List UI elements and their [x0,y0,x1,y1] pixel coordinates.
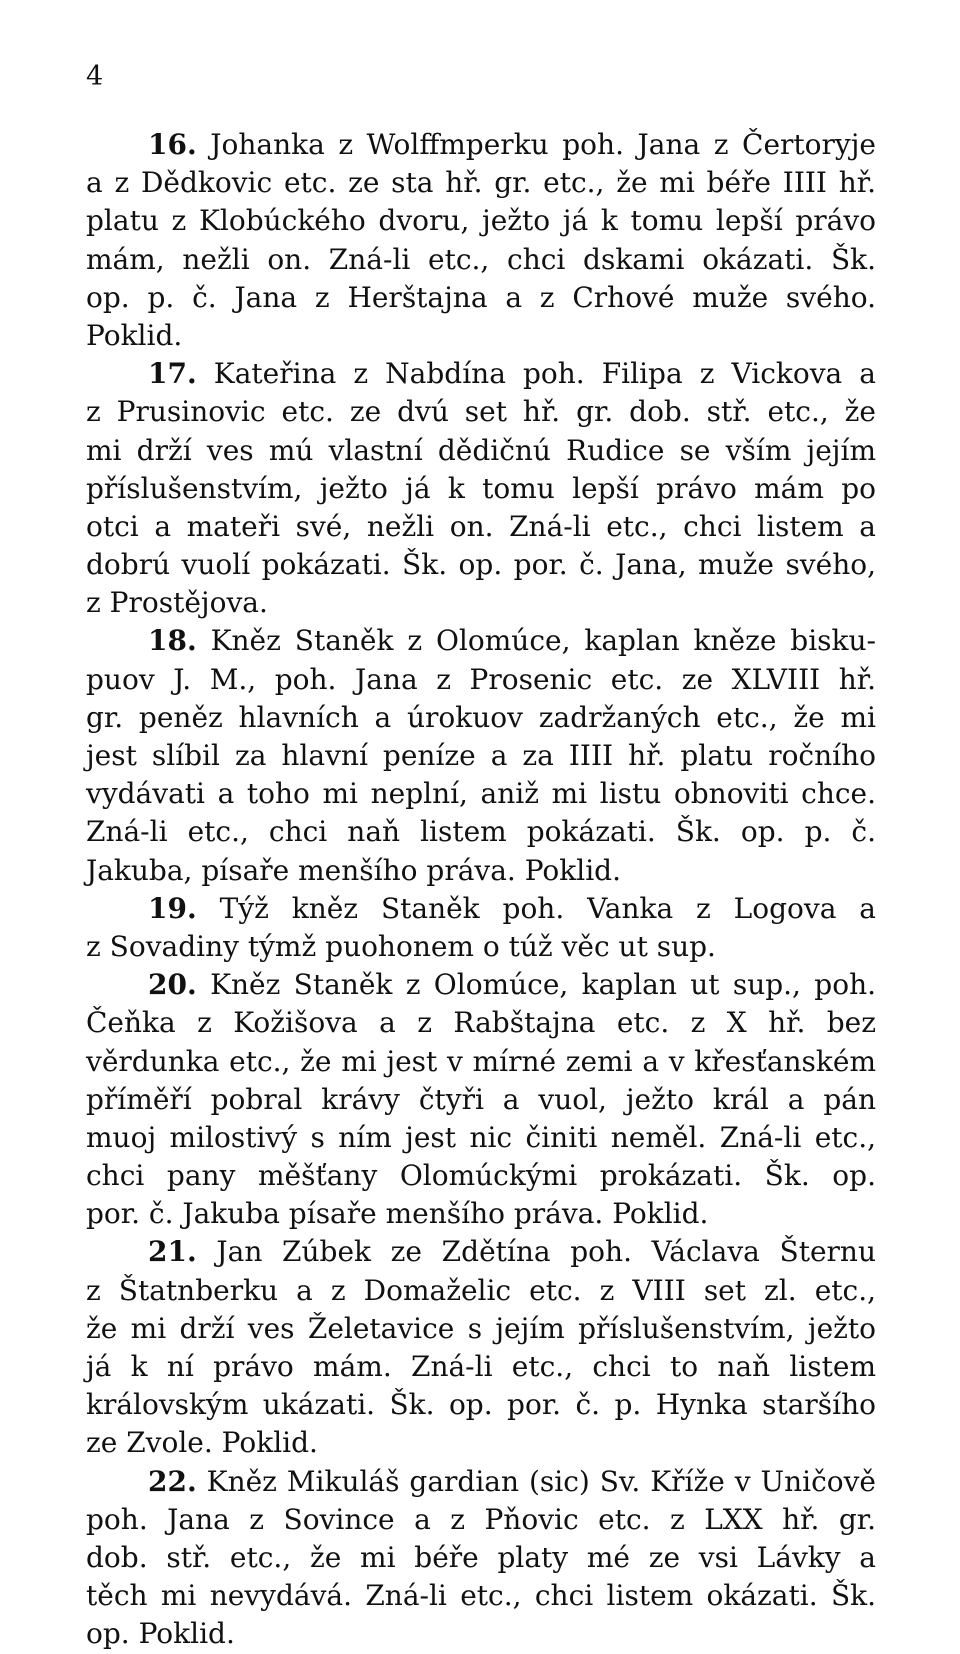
entry-line-text: já k ní právo mám. Zná-li etc., chci to naň listem [86,1350,876,1383]
entry-line [86,546,876,584]
entry-line [86,1424,876,1462]
entry-line-text: Kněz Staněk z Olomúce, kaplan kněze bisku- [210,624,876,658]
entry-line [86,852,876,890]
entry-number: 22. [148,1464,197,1498]
entry-line [86,508,876,546]
entry-line [86,1386,876,1424]
entry-line [86,1539,876,1577]
entry-line-text: por. č. Jakuba písaře menšího práva. Poklid. [86,1197,709,1231]
entry-first-line [86,890,876,928]
entry-line-text: královským ukázati. Šk. op. por. č. p. Hynka staršího [86,1388,876,1422]
entry-line-text: že mi drží ves Želetavice s jejím příslušenstvím, ježto [86,1311,876,1345]
entry-line [86,1043,876,1081]
entry-line [86,1119,876,1157]
entry-first-line [86,1463,876,1501]
entry-line-text: mám, nežli on. Zná-li etc., chci dskami okázati. Šk. [86,242,876,276]
entry-line-text: vydávati a toho mi neplní, aniž mi listu obnoviti chce. [86,777,876,811]
entry-line-text: Kněz Mikuláš gardian (sic) Sv. Kříže v Uničově [206,1464,877,1498]
entry-line-text: poh. Jana z Sovince a z Pňovic etc. z LXX hř. gr. [86,1502,876,1536]
entry-line-text: puov J. M., poh. Jana z Prosenic etc. ze XLVIII hř. [86,662,876,696]
entry-line-text: chci pany měšťany Olomúckými prokázati. Šk. op. [86,1159,876,1193]
entry-line [86,1195,876,1233]
entry-line [86,813,876,851]
entry-line [86,317,876,355]
entry-line-text: ze Zvole. Poklid. [86,1426,318,1460]
entry-first-line [86,126,876,164]
entry-line [86,1157,876,1195]
entry-line-text: Jan Zúbek ze Zdětína poh. Václava Šternu [216,1235,876,1269]
entry-line-text: těch mi nevydává. Zná-li etc., chci listem okázati. Šk. [86,1579,876,1613]
entry-number: 19. [148,891,197,925]
entry-line-text: op. p. č. Jana z Herštajna a z Crhové muže svého. [86,280,876,314]
entry-line-text: z Sovadiny týmž puohonem o túž věc ut sup. [86,929,716,963]
entry-number: 17. [148,357,197,391]
entry-line [86,241,876,279]
entry-line [86,1272,876,1310]
entry-line-text: z Štatnberku a z Domaželic etc. z VIII set zl. etc., [86,1273,876,1307]
entry-first-line [86,355,876,393]
entry-line-text: Zná-li etc., chci naň listem pokázati. Šk. op. p. č. [86,815,876,849]
entry-number: 21. [148,1235,197,1269]
entry-line-text: platu z Klobúckého dvoru, ježto já k tomu lepší právo [86,204,876,238]
entry-line [86,737,876,775]
entry-line-text: Poklid. [86,318,183,352]
page-number: 4 [86,61,104,92]
entry-line-text: z Prusinovic etc. ze dvú set hř. gr. dob. stř. etc., že [86,395,876,429]
entry-line [86,699,876,737]
entry-line [86,202,876,240]
entry-line [86,1081,876,1119]
entry-line-text: dobrú vuolí pokázati. Šk. op. por. č. Jana, muže svého, [86,548,876,582]
entry-line-text: příslušenstvím, ježto já k tomu lepší právo mám po [86,471,876,505]
entry-line-text: z Prostějova. [86,586,268,620]
document-body [86,126,876,1654]
entry-line [86,1615,876,1653]
entry-number: 20. [148,968,197,1002]
entry-line [86,393,876,431]
entry-line-text: věrdunka etc., že mi jest v mírné zemi a v křesťanském [86,1044,876,1078]
entry-line [86,1310,876,1348]
entry-first-line [86,966,876,1004]
entry-line-text: muoj milostivý s ním jest nic činiti neměl. Zná-li etc., [86,1120,876,1154]
entry-number: 16. [148,128,197,161]
entry-line-text: Kněz Staněk z Olomúce, kaplan ut sup., poh. [210,968,877,1002]
entry-line-text: Čeňka z Kožišova a z Rabštajna etc. z X hř. bez [86,1006,876,1040]
entry-line-text: Jakuba, písaře menšího práva. Poklid. [86,853,621,887]
entry-line-text: a z Dědkovic etc. ze sta hř. gr. etc., že mi béře IIII hř. [86,166,876,200]
entry-line-text: dob. stř. etc., že mi béře platy mé ze vsi Lávky a [86,1540,876,1574]
entry-line-text: op. Poklid. [86,1617,235,1651]
entry-line [86,1348,876,1386]
entry-line-text: otci a mateři své, nežli on. Zná-li etc., chci listem a [86,509,876,543]
entry-line [86,661,876,699]
entry-line-text: příměří pobral krávy čtyři a vuol, ježto král a pán [86,1082,876,1116]
entry-line [86,1577,876,1615]
entry-line-text: gr. peněz hlavních a úrokuov zadržaných etc., že mi [86,700,876,734]
entry-first-line [86,622,876,660]
entry-line [86,1501,876,1539]
entry-line [86,584,876,622]
entry-line [86,775,876,813]
entry-line [86,1004,876,1042]
entry-line-text: Týž kněz Staněk poh. Vanka z Logova a [219,891,876,925]
entry-first-line [86,1233,876,1271]
entry-line [86,164,876,202]
entry-line [86,279,876,317]
entry-line-text: jest slíbil za hlavní peníze a za IIII hř. platu ročního [86,739,876,772]
entry-number: 18. [148,624,197,658]
entry-line-text: Kateřina z Nabdína poh. Filipa z Vickova a [213,357,876,391]
entry-line-text: mi drží ves mú vlastní dědičnú Rudice se vším jejím [86,433,876,467]
entry-line [86,432,876,470]
entry-line-text: Johanka z Wolffmperku poh. Jana z Čertoryje [210,128,876,161]
entry-line [86,470,876,508]
entry-line [86,928,876,966]
